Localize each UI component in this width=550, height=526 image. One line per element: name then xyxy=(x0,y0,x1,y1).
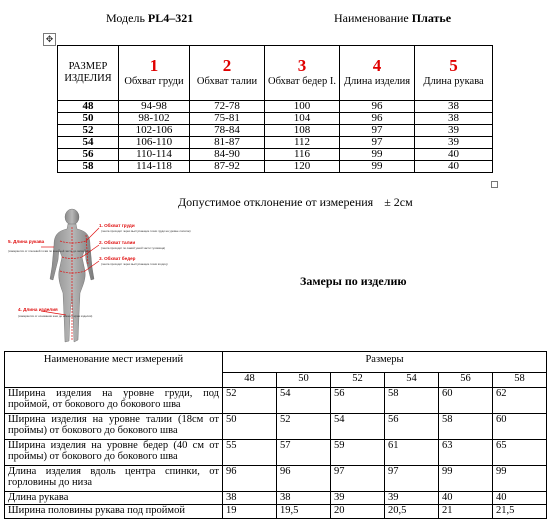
col-header-1: 1 Обхват груди xyxy=(119,46,190,101)
size-value-cell: 96 xyxy=(340,101,415,113)
measure-value-cell: 38 xyxy=(277,492,331,505)
table-move-icon[interactable]: ✥ xyxy=(43,33,56,46)
measure-value-cell: 96 xyxy=(277,466,331,492)
figure-labels xyxy=(8,222,191,318)
figure-label-4-title: 4. Длина изделия xyxy=(18,307,58,312)
measure-value-cell: 99 xyxy=(493,466,547,492)
size-value-cell: 114-118 xyxy=(119,161,190,173)
measure-value-cell: 40 xyxy=(439,492,493,505)
body-measurement-figure xyxy=(6,205,191,350)
size-cell: 58 xyxy=(58,161,119,173)
size-header-cell: 54 xyxy=(385,373,439,388)
size-row xyxy=(58,101,493,113)
measure-value-cell: 21 xyxy=(439,505,493,519)
size-value-cell: 38 xyxy=(415,113,493,125)
size-value-cell: 116 xyxy=(265,149,340,161)
size-row xyxy=(58,113,493,125)
measure-value-cell: 97 xyxy=(385,466,439,492)
size-row xyxy=(58,137,493,149)
size-table-header xyxy=(58,46,493,101)
figure-label-5-title: 5. Длина рукава xyxy=(8,239,45,244)
size-header-cell: 50 xyxy=(277,373,331,388)
size-value-cell: 39 xyxy=(415,137,493,149)
measure-label-cell: Ширина изделия на уровне талии (18см от проймы) от бокового до бокового шва xyxy=(5,414,223,440)
size-value-cell: 99 xyxy=(340,149,415,161)
model-line xyxy=(106,11,193,26)
measure-value-cell: 96 xyxy=(223,466,277,492)
measure-row xyxy=(5,388,547,414)
measure-value-cell: 38 xyxy=(223,492,277,505)
size-header-cell: 56 xyxy=(439,373,493,388)
figure-label-5-desc: (измеряется от плечевой точки по внешней части до запястья) xyxy=(8,249,90,253)
measure-value-cell: 60 xyxy=(439,388,493,414)
col-header-2: 2 Обхват талии xyxy=(190,46,265,101)
size-cell: 56 xyxy=(58,149,119,161)
figure-label-3-title: 3. Обхват бедер xyxy=(99,256,136,261)
measure-value-cell: 61 xyxy=(385,440,439,466)
size-cell: 52 xyxy=(58,125,119,137)
measure-row xyxy=(5,414,547,440)
figure-label-2-title: 2. Обхват талии xyxy=(99,240,136,245)
size-row xyxy=(58,125,493,137)
model-label: Модель xyxy=(106,11,145,25)
measure-row xyxy=(5,466,547,492)
figure-label-2-desc: (лента проходит по самой узкой части туловища) xyxy=(101,246,166,250)
col-header-5: 5 Длина рукава xyxy=(415,46,493,101)
measure-value-cell: 40 xyxy=(493,492,547,505)
size-cell: 54 xyxy=(58,137,119,149)
name-line xyxy=(334,11,451,26)
size-value-cell: 81-87 xyxy=(190,137,265,149)
size-header-cell: 58 xyxy=(493,373,547,388)
measure-header-row xyxy=(5,352,547,373)
size-value-cell: 38 xyxy=(415,101,493,113)
measure-value-cell: 59 xyxy=(331,440,385,466)
name-value: Платье xyxy=(411,11,452,25)
size-value-cell: 78-84 xyxy=(190,125,265,137)
size-value-cell: 94-98 xyxy=(119,101,190,113)
figure-label-1-desc: (лента проходит через выступающие точки груди на уровне лопаток) xyxy=(101,229,191,233)
size-value-cell: 108 xyxy=(265,125,340,137)
tolerance-text: Допустимое отклонение от измерения xyxy=(178,195,374,209)
size-value-cell: 120 xyxy=(265,161,340,173)
size-value-cell: 40 xyxy=(415,149,493,161)
measure-value-cell: 19,5 xyxy=(277,505,331,519)
measurements-title: Замеры по изделию xyxy=(300,274,407,288)
model-value: PL4–321 xyxy=(147,11,194,25)
measure-value-cell: 52 xyxy=(277,414,331,440)
measure-value-cell: 58 xyxy=(439,414,493,440)
size-header-cell: 48 xyxy=(223,373,277,388)
size-value-cell: 98-102 xyxy=(119,113,190,125)
size-cell: 50 xyxy=(58,113,119,125)
measure-table xyxy=(4,351,547,519)
measure-value-cell: 20,5 xyxy=(385,505,439,519)
measure-value-cell: 55 xyxy=(223,440,277,466)
measure-value-cell: 19 xyxy=(223,505,277,519)
figure-label-4-desc: (измеряется от основания шеи до нижнего края изделия) xyxy=(18,314,93,318)
measure-label-cell: Ширина изделия на уровне груди, под проймой, от бокового до бокового шва xyxy=(5,388,223,414)
measure-value-cell: 65 xyxy=(493,440,547,466)
measure-value-cell: 50 xyxy=(223,414,277,440)
measure-value-cell: 63 xyxy=(439,440,493,466)
measure-value-cell: 60 xyxy=(493,414,547,440)
size-value-cell: 40 xyxy=(415,161,493,173)
size-cell: 48 xyxy=(58,101,119,113)
measure-value-cell: 97 xyxy=(331,466,385,492)
measure-value-cell: 52 xyxy=(223,388,277,414)
size-header-cell: 52 xyxy=(331,373,385,388)
col-header-4: 4 Длина изделия xyxy=(340,46,415,101)
measure-row xyxy=(5,440,547,466)
col-header-3: 3 Обхват бедер I. xyxy=(265,46,340,101)
size-value-cell: 84-90 xyxy=(190,149,265,161)
name-label: Наименование xyxy=(334,11,409,25)
measure-value-cell: 39 xyxy=(385,492,439,505)
size-value-cell: 99 xyxy=(340,161,415,173)
size-value-cell: 75-81 xyxy=(190,113,265,125)
measure-label-cell: Длина рукава xyxy=(5,492,223,505)
measure-value-cell: 54 xyxy=(277,388,331,414)
size-row xyxy=(58,161,493,173)
measure-row xyxy=(5,505,547,519)
size-value-cell: 97 xyxy=(340,125,415,137)
measure-label-cell: Ширина половины рукава под проймой xyxy=(5,505,223,519)
measure-row xyxy=(5,492,547,505)
figure-label-1-title: 1. Обхват груди xyxy=(99,223,135,228)
size-row xyxy=(58,149,493,161)
size-value-cell: 106-110 xyxy=(119,137,190,149)
size-value-cell: 112 xyxy=(265,137,340,149)
measure-value-cell: 56 xyxy=(385,414,439,440)
tolerance-value: ± 2см xyxy=(384,195,413,209)
measure-value-cell: 62 xyxy=(493,388,547,414)
measure-value-cell: 54 xyxy=(331,414,385,440)
size-value-cell: 87-92 xyxy=(190,161,265,173)
size-value-cell: 39 xyxy=(415,125,493,137)
size-value-cell: 97 xyxy=(340,137,415,149)
size-value-cell: 72-78 xyxy=(190,101,265,113)
measure-value-cell: 39 xyxy=(331,492,385,505)
measure-value-cell: 99 xyxy=(439,466,493,492)
size-value-cell: 110-114 xyxy=(119,149,190,161)
measure-value-cell: 57 xyxy=(277,440,331,466)
size-value-cell: 96 xyxy=(340,113,415,125)
size-value-cell: 104 xyxy=(265,113,340,125)
measure-label-cell: Длина изделия вдоль центра спинки, от горловины до низа xyxy=(5,466,223,492)
measure-value-cell: 21,5 xyxy=(493,505,547,519)
size-table xyxy=(57,45,493,173)
measure-value-cell: 56 xyxy=(331,388,385,414)
size-value-cell: 102-106 xyxy=(119,125,190,137)
table-resize-handle[interactable] xyxy=(491,181,498,188)
measure-header-left: Наименование мест измерений xyxy=(5,352,223,388)
measure-value-cell: 20 xyxy=(331,505,385,519)
figure-label-3-desc: (лента проходит через выступающие точки ягодиц) xyxy=(101,262,168,266)
measure-header-right: Размеры xyxy=(223,352,547,373)
size-corner-label: РАЗМЕР ИЗДЕЛИЯ xyxy=(58,46,119,101)
tolerance-line xyxy=(178,195,413,210)
size-value-cell: 100 xyxy=(265,101,340,113)
measure-value-cell: 58 xyxy=(385,388,439,414)
measure-label-cell: Ширина изделия на уровне бедер (40 см от проймы) от бокового до бокового шва xyxy=(5,440,223,466)
